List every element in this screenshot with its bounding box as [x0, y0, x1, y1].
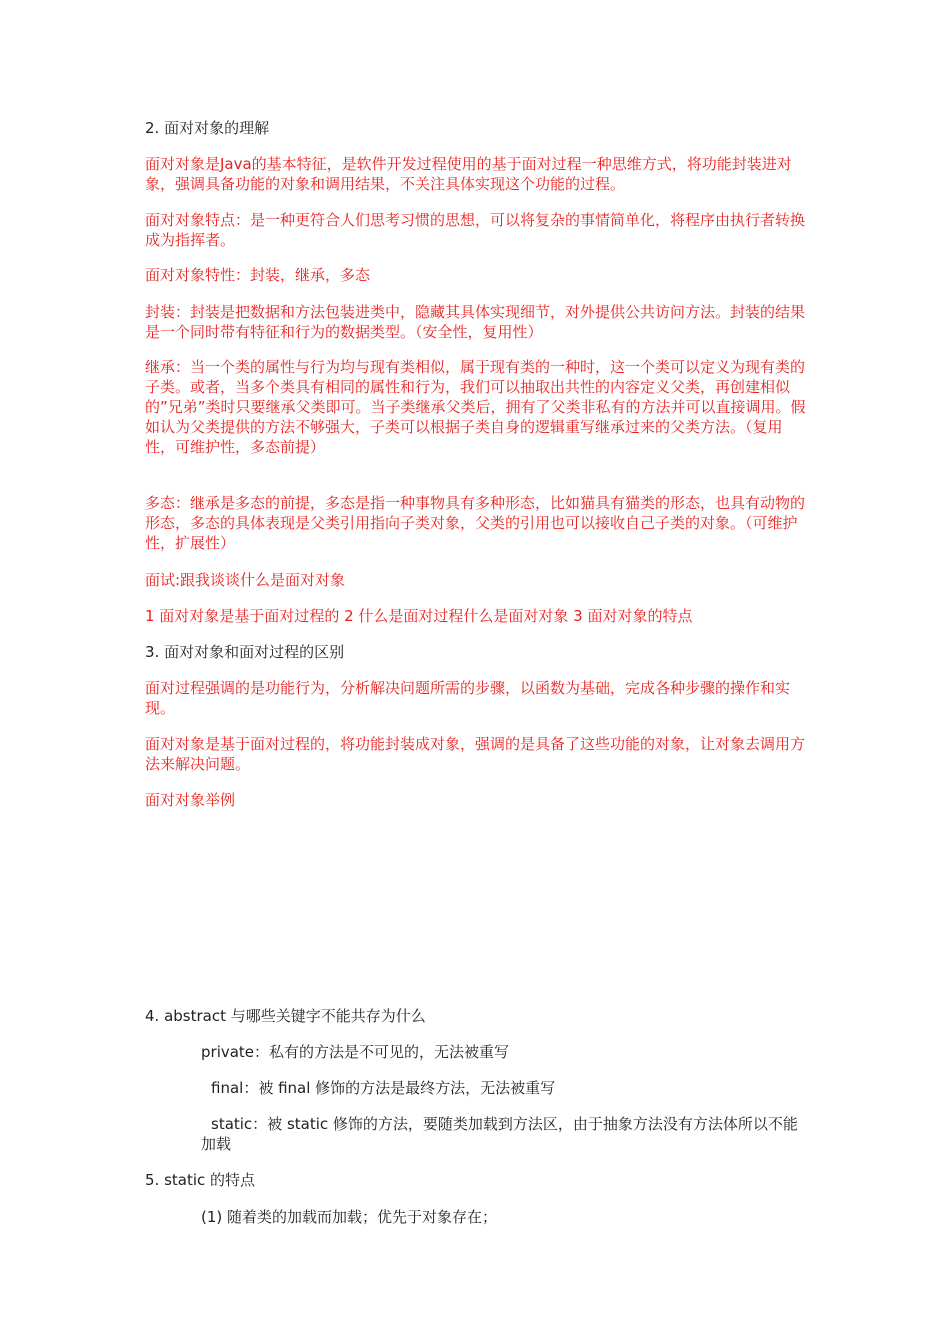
- procedural-paragraph: 面对过程强调的是功能行为，分析解决问题所需的步骤，以函数为基础，完成各种步骤的操作和实现。: [145, 679, 791, 717]
- interview-answer-points: 1 面对对象是基于面对过程的 2 什么是面对过程什么是面对对象 3 面对对象的特点: [145, 607, 693, 625]
- section-5-heading: 5. static 的特点: [145, 1171, 256, 1189]
- oop-definition-paragraph: 面对对象是Java的基本特征，是软件开发过程使用的基于面对过程一种思维方式，将功能封装进对象，强调具备功能的对象和调用结果，不关注具体实现这个功能的过程。: [145, 155, 792, 193]
- polymorphism-paragraph: 多态：继承是多态的前提，多态是指一种事物具有多种形态，比如猫具有猫类的形态，也具有动物的形态，多态的具体表现是父类引用指向子类对象，父类的引用也可以接收自己子类的对象。（可维护性，扩展性）: [145, 494, 806, 552]
- static-item: static：被 static 修饰的方法，要随类加载到方法区，由于抽象方法没有方法体所以不能加载: [201, 1115, 798, 1153]
- oop-traits-paragraph: 面对对象特点：是一种更符合人们思考习惯的思想，可以将复杂的事情简单化，将程序由执行者转换成为指挥者。: [145, 211, 806, 249]
- encapsulation-paragraph: 封装：封装是把数据和方法包装进类中，隐藏其具体实现细节，对外提供公共访问方法。封装的结果是一个同时带有特征和行为的数据类型。（安全性，复用性）: [145, 303, 806, 341]
- static-feature-1: (1) 随着类的加载而加载；优先于对象存在；: [201, 1208, 498, 1226]
- section-3-heading: 3. 面对对象和面对过程的区别: [145, 643, 345, 661]
- oop-example-label: 面对对象举例: [145, 791, 236, 809]
- object-oriented-paragraph: 面对对象是基于面对过程的，将功能封装成对象，强调的是具备了这些功能的对象，让对象去调用方法来解决问题。: [145, 735, 806, 773]
- final-item: final：被 final 修饰的方法是最终方法，无法被重写: [211, 1079, 556, 1097]
- oop-features-paragraph: 面对对象特性：封装，继承，多态: [145, 266, 371, 284]
- section-4-heading: 4. abstract 与哪些关键字不能共存为什么: [145, 1007, 426, 1025]
- inheritance-paragraph: 继承：当一个类的属性与行为均与现有类相似，属于现有类的一种时，这一个类可以定义为现有类的子类。或者，当多个类具有相同的属性和行为，我们可以抽取出共性的内容定义父类，再创建相似的”兄弟”类时只要继承父类即可。当子类继承父类后，拥有了父类非私有的方法并可以直接调用。假如认为父类提供的方法不够强大，子类可以根据子类自身的逻辑重写继承过来的父类方法。（复用性，可维护性，多态前提）: [145, 358, 806, 456]
- section-2-heading: 2. 面对对象的理解: [145, 119, 270, 137]
- private-item: private：私有的方法是不可见的，无法被重写: [201, 1043, 510, 1061]
- interview-question: 面试:跟我谈谈什么是面对对象: [145, 571, 346, 589]
